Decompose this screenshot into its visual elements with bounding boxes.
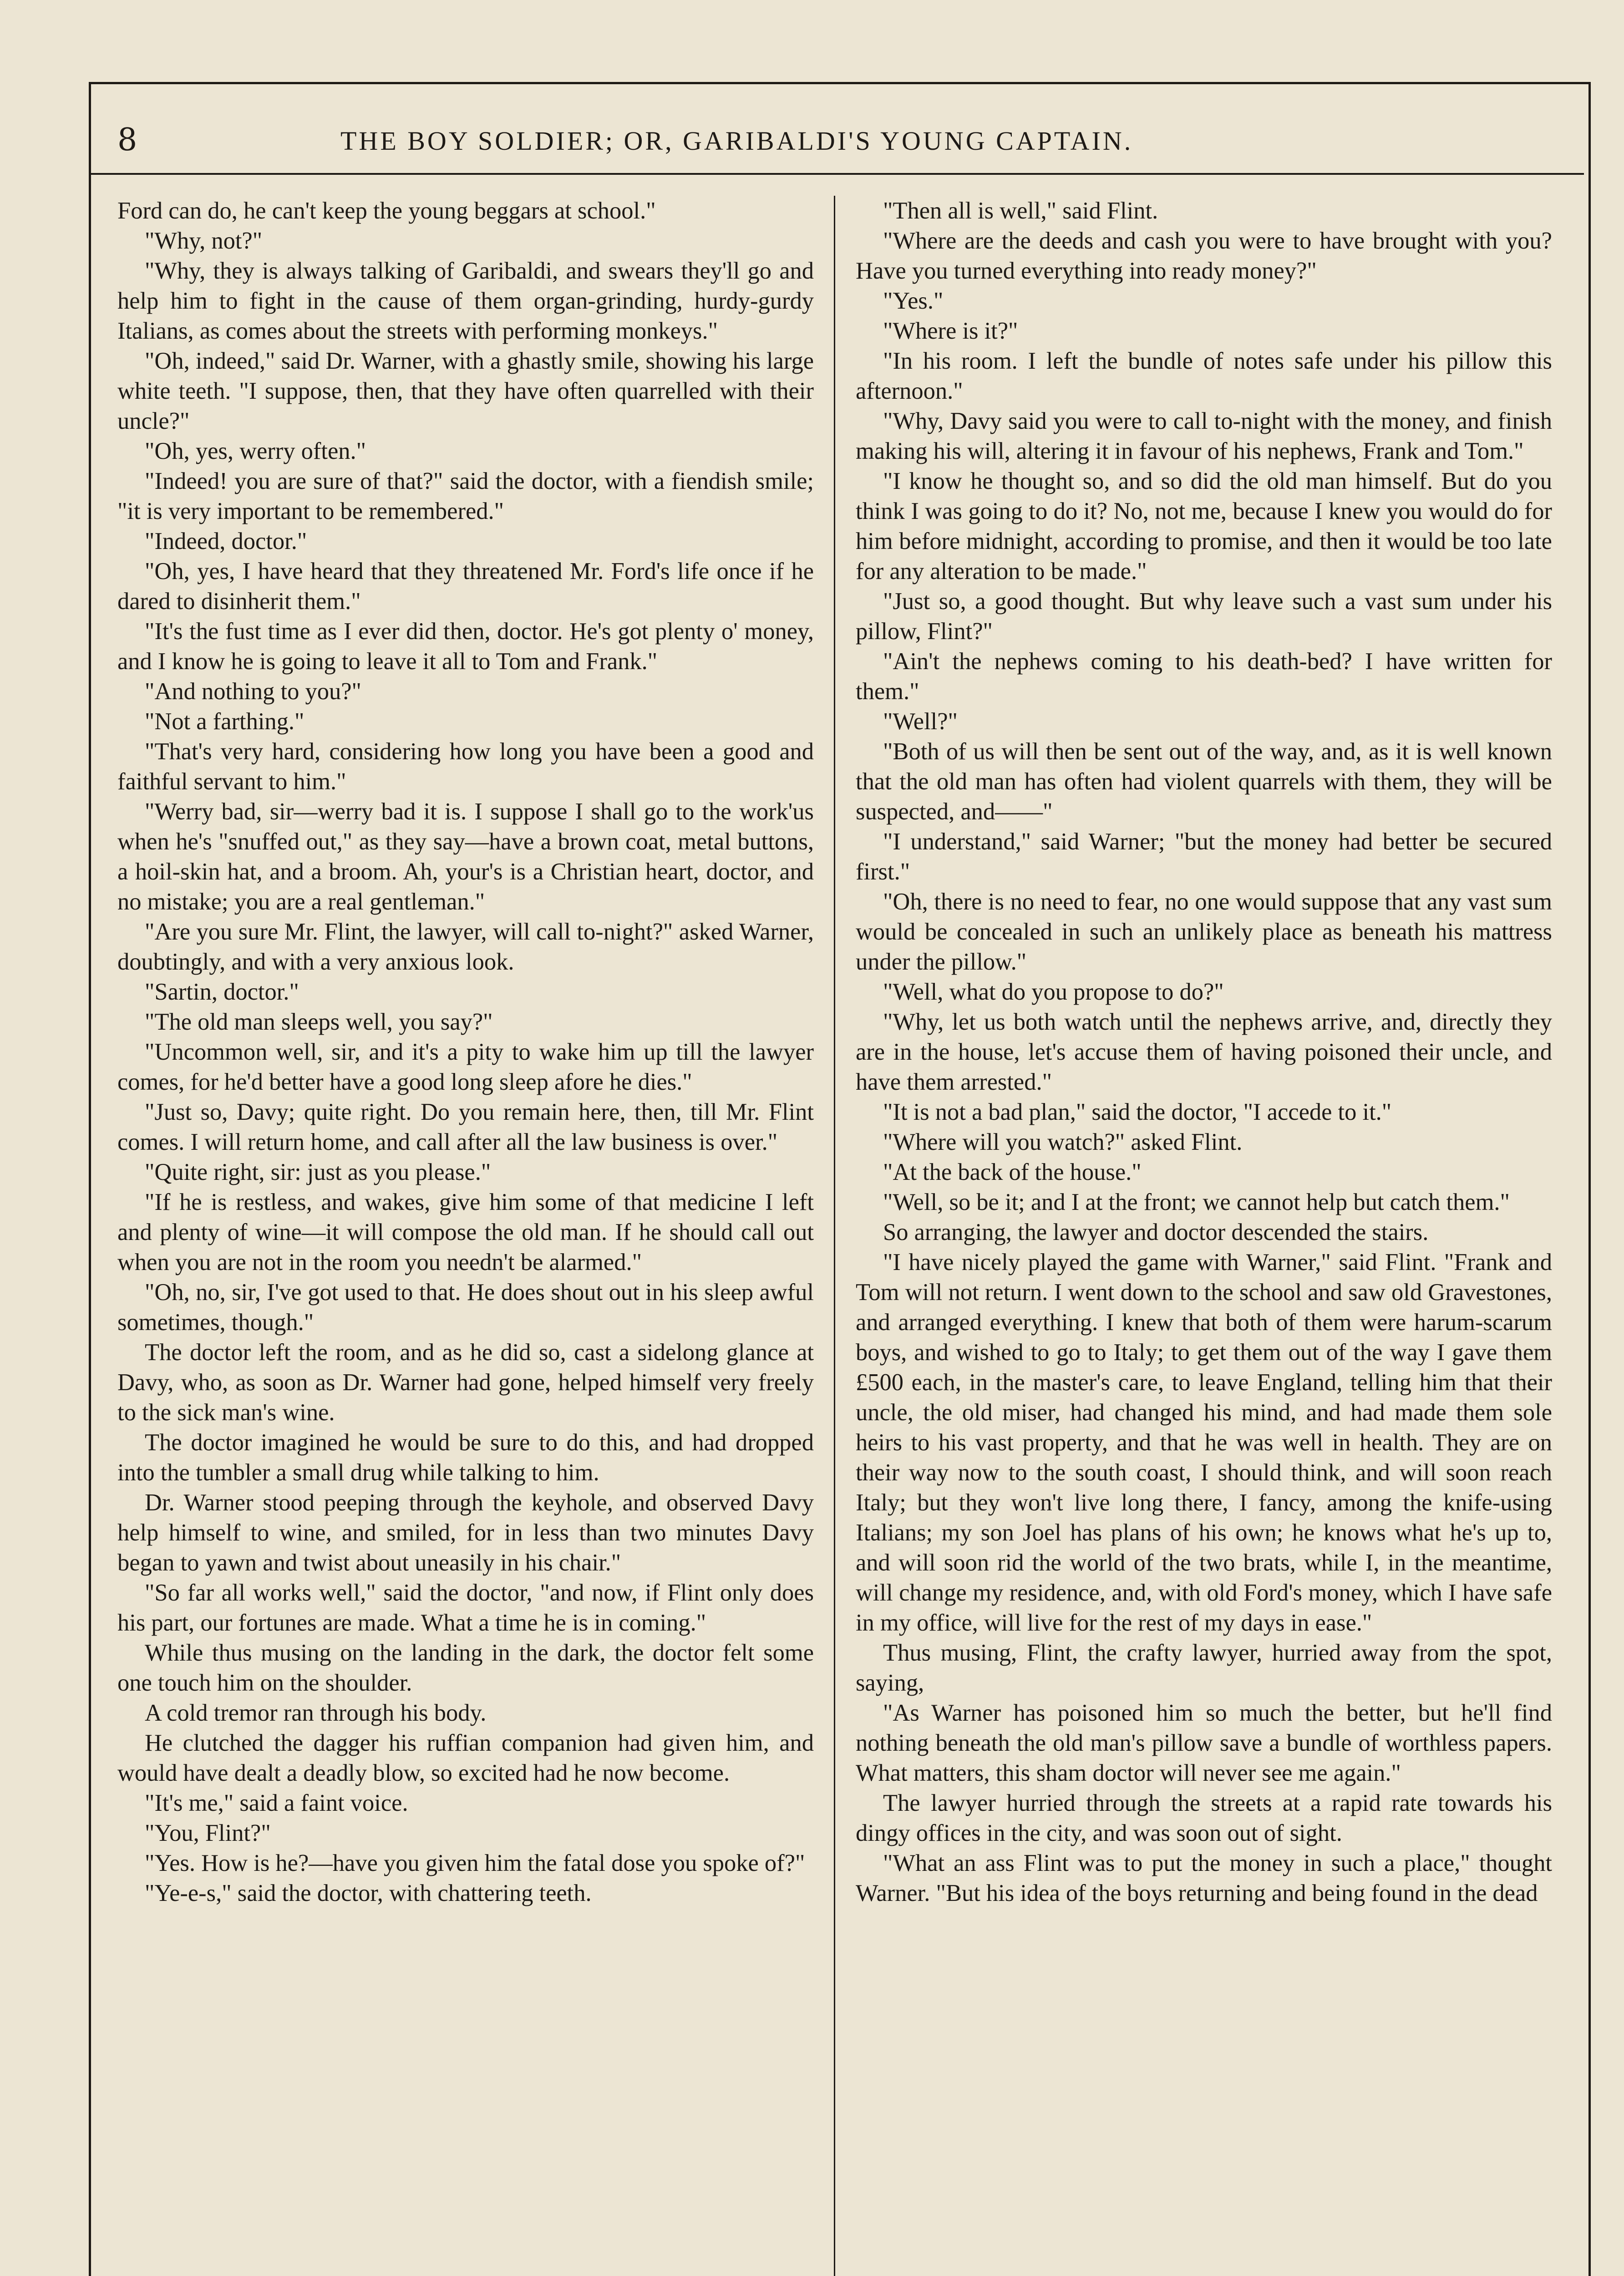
paragraph: "Indeed, doctor." bbox=[145, 528, 307, 554]
paragraph: A cold tremor ran through his body. bbox=[145, 1700, 487, 1726]
paragraph: "Are you sure Mr. Flint, the lawyer, will call to-night?" asked Warner, doubtingly, and with a very anxious look. bbox=[117, 919, 814, 975]
paragraph: "Quite right, sir: just as you please." bbox=[145, 1159, 491, 1185]
paragraph: "Where is it?" bbox=[883, 318, 1018, 344]
paragraph: "Oh, indeed," said Dr. Warner, with a ghastly smile, showing his large white teeth. "I suppose, then, that they have often quarrelled with their uncle?" bbox=[117, 348, 814, 434]
paragraph: "Uncommon well, sir, and it's a pity to wake him up till the lawyer comes, for he'd better have a good long sleep afore he dies." bbox=[117, 1039, 814, 1095]
paragraph: "Yes. How is he?—have you given him the fatal dose you spoke of?" bbox=[145, 1850, 805, 1876]
paragraph: "What an ass Flint was to put the money in such a place," thought Warner. "But his idea of the boys returning and being found in the dead bbox=[856, 1850, 1552, 1906]
paragraph: "It is not a bad plan," said the doctor, "I accede to it." bbox=[883, 1099, 1392, 1125]
paragraph: "Indeed! you are sure of that?" said the doctor, with a fiendish smile; "it is very important to be remembered." bbox=[117, 468, 814, 524]
paragraph: "Ain't the nephews coming to his death-bed? I have written for them." bbox=[856, 648, 1552, 705]
paragraph: "The old man sleeps well, you say?" bbox=[145, 1009, 493, 1035]
paragraph: Ford can do, he can't keep the young beggars at school." bbox=[117, 198, 656, 224]
paragraph: So arranging, the lawyer and doctor descended the stairs. bbox=[883, 1219, 1429, 1245]
paragraph: "Oh, no, sir, I've got used to that. He does shout out in his sleep awful sometimes, though." bbox=[117, 1279, 814, 1336]
paragraph: "I know he thought so, and so did the old man himself. But do you think I was going to do it? No, not me, because I knew you would do for him before midnight, according to promise, and then it would be too late for any alteration to be made." bbox=[856, 468, 1552, 584]
left-column bbox=[117, 196, 814, 2276]
paragraph: "Oh, yes, werry often." bbox=[145, 438, 366, 464]
page-header bbox=[117, 122, 1565, 172]
paragraph: "Where will you watch?" asked Flint. bbox=[883, 1129, 1243, 1155]
paragraph: "Well?" bbox=[883, 708, 958, 735]
paragraph: "Why, not?" bbox=[145, 228, 263, 254]
paragraph: The doctor imagined he would be sure to do this, and had dropped into the tumbler a small drug while talking to him. bbox=[117, 1429, 814, 1486]
paragraph: "If he is restless, and wakes, give him some of that medicine I left and plenty of wine—it will compose the old man. If he should call out when you are not in the room you needn't be alarmed." bbox=[117, 1189, 814, 1275]
running-title: THE BOY SOLDIER; OR, GARIBALDI'S YOUNG CAPTAIN. bbox=[340, 126, 1133, 156]
paragraph: "And nothing to you?" bbox=[145, 678, 361, 705]
paragraph: "I have nicely played the game with Warner," said Flint. "Frank and Tom will not return. I went down to the school and saw old Gravestones, and arranged everything. I knew that both of them were harum-scarum boys, and wished to go to Italy; to get them out of the way I gave them £500 each, in the master's care, to leave England, telling him that their uncle, the old miser, had changed his mind, and had made them sole heirs to his vast property, and that he was well in health. They are on their way now to the south coast, I should think, and will soon reach Italy; but they won't live long there, I fancy, among the knife-using Italians; my son Joel has plans of his own; he knows what he's up to, and will soon rid the world of the two brats, while I, in the meantime, will change my residence, and, with old Ford's money, which I have safe in my office, will live for the rest of my days in ease." bbox=[856, 1249, 1552, 1636]
paragraph: "Just so, a good thought. But why leave such a vast sum under his pillow, Flint?" bbox=[856, 588, 1552, 645]
paragraph: "So far all works well," said the doctor, "and now, if Flint only does his part, our fortunes are made. What a time he is in coming." bbox=[117, 1580, 814, 1636]
paragraph: "You, Flint?" bbox=[145, 1820, 271, 1846]
paragraph: Thus musing, Flint, the crafty lawyer, hurried away from the spot, saying, bbox=[856, 1640, 1552, 1696]
paragraph: "It's the fust time as I ever did then, doctor. He's got plenty o' money, and I know he is going to leave it all to Tom and Frank." bbox=[117, 618, 814, 675]
paragraph: "Why, Davy said you were to call to-night with the money, and finish making his will, altering it in favour of his nephews, Frank and Tom." bbox=[856, 408, 1552, 464]
paragraph: He clutched the dagger his ruffian companion had given him, and would have dealt a deadly blow, so excited had he now become. bbox=[117, 1730, 814, 1786]
paragraph: The lawyer hurried through the streets at a rapid rate towards his dingy offices in the city, and was soon out of sight. bbox=[856, 1790, 1552, 1846]
paragraph: "As Warner has poisoned him so much the better, but he'll find nothing beneath the old man's pillow save a bundle of worthless papers. What matters, this sham doctor will never see me again." bbox=[856, 1700, 1552, 1786]
paragraph: "Sartin, doctor." bbox=[145, 979, 299, 1005]
paragraph: "Yes." bbox=[883, 288, 944, 314]
paragraph: "Well, so be it; and I at the front; we cannot help but catch them." bbox=[883, 1189, 1510, 1215]
paragraph: "At the back of the house." bbox=[883, 1159, 1142, 1185]
paragraph: "Oh, there is no need to fear, no one would suppose that any vast sum would be concealed in such an unlikely place as beneath his mattress under the pillow." bbox=[856, 889, 1552, 975]
header-rule bbox=[91, 173, 1584, 175]
paragraph: While thus musing on the landing in the dark, the doctor felt some one touch him on the shoulder. bbox=[117, 1640, 814, 1696]
paragraph: The doctor left the room, and as he did so, cast a sidelong glance at Davy, who, as soon as Dr. Warner had gone, helped himself very freely to the sick man's wine. bbox=[117, 1339, 814, 1426]
paragraph: "That's very hard, considering how long you have been a good and faithful servant to him." bbox=[117, 738, 814, 795]
paragraph: "I understand," said Warner; "but the money had better be secured first." bbox=[856, 828, 1552, 885]
paragraph: Dr. Warner stood peeping through the keyhole, and observed Davy help himself to wine, and smiled, for in less than two minutes Davy began to yawn and twist about uneasily in his chair." bbox=[117, 1489, 814, 1576]
paragraph: "Where are the deeds and cash you were to have brought with you? Have you turned everything into ready money?" bbox=[856, 228, 1552, 284]
paragraph: "Ye-e-s," said the doctor, with chattering teeth. bbox=[145, 1880, 592, 1906]
paragraph: "Well, what do you propose to do?" bbox=[883, 979, 1224, 1005]
page-number: 8 bbox=[117, 122, 137, 158]
paragraph: "Why, they is always talking of Garibaldi, and swears they'll go and help him to fight in the cause of them organ-grinding, hurdy-gurdy Italians, as comes about the streets with performing monkeys." bbox=[117, 258, 814, 344]
paragraph: "It's me," said a faint voice. bbox=[145, 1790, 408, 1816]
paragraph: "Werry bad, sir—werry bad it is. I suppose I shall go to the work'us when he's "snuffed out," as they say—have a brown coat, metal buttons, a hoil-skin hat, and a broom. Ah, your's is a Christian heart, doctor, and no mistake; you are a real gentleman." bbox=[117, 798, 814, 915]
paragraph: "Why, let us both watch until the nephews arrive, and, directly they are in the house, let's accuse them of having poisoned their uncle, and have them arrested." bbox=[856, 1009, 1552, 1095]
paragraph: "Not a farthing." bbox=[145, 708, 304, 735]
paragraph: "In his room. I left the bundle of notes safe under his pillow this afternoon." bbox=[856, 348, 1552, 404]
paragraph: "Then all is well," said Flint. bbox=[883, 198, 1158, 224]
right-column bbox=[856, 196, 1552, 2276]
column-divider bbox=[834, 196, 835, 2276]
paragraph: "Oh, yes, I have heard that they threatened Mr. Ford's life once if he dared to disinherit them." bbox=[117, 558, 814, 615]
paragraph: "Both of us will then be sent out of the way, and, as it is well known that the old man has often had violent quarrels with them, they will be suspected, and——" bbox=[856, 738, 1552, 825]
paragraph: "Just so, Davy; quite right. Do you remain here, then, till Mr. Flint comes. I will return home, and call after all the law business is over." bbox=[117, 1099, 814, 1155]
